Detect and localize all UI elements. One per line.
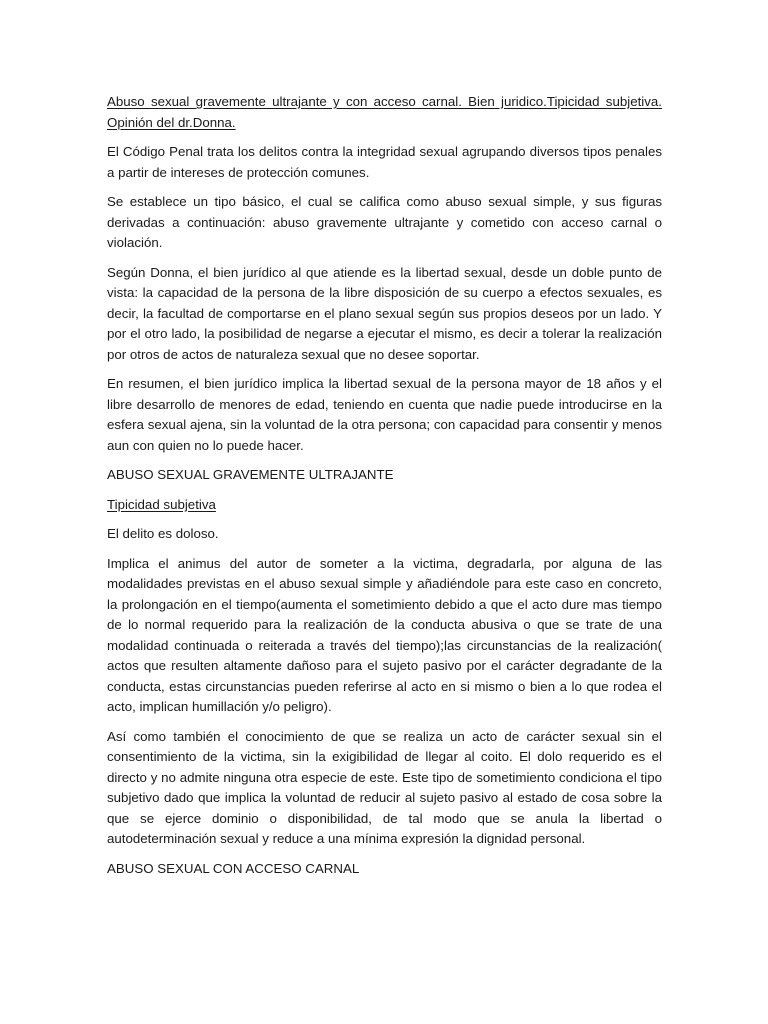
section-heading-acceso-carnal: ABUSO SEXUAL CON ACCESO CARNAL <box>107 860 360 876</box>
paragraph-en-resumen: En resumen, el bien jurídico implica la libertad sexual de la persona mayor de 18 años y el libre desarrollo de menores de edad, teniendo en cuenta que nadie puede introducirse en la esfera sexual ajena, sin la voluntad de la otra persona; con capacidad para consentir y menos aun con quien no lo puede hacer. <box>107 376 662 453</box>
document-title: Abuso sexual gravemente ultrajante y con acceso carnal. Bien juridico.Tipicidad subjetiva. Opinión del dr.Donna. <box>107 94 662 130</box>
paragraph-conocimiento: Así como también el conocimiento de que se realiza un acto de carácter sexual sin el consentimiento de la victima, sin la exigibilidad de llegar al coito. El dolo requerido es el directo y no admite ninguna otra especie de este. Este tipo de sometimiento condiciona el tipo subjetivo dado que implica la voluntad de reducir al sujeto pasivo al estado de cosa sobre la que se ejerce dominio o disponibilidad, de tal modo que se anula la libertad o autodeterminación sexual y reduce a una mínima expresión la dignidad personal. <box>107 728 662 846</box>
document-page <box>107 92 662 888</box>
paragraph-delito-doloso: El delito es doloso. <box>107 526 219 541</box>
paragraph-segun-donna: Según Donna, el bien jurídico al que atiende es la libertad sexual, desde un doble punto de vista: la capacidad de la persona de la libre disposición de su cuerpo a efectos sexuales, es decir, la facultad de comportarse en el plano sexual según sus propios deseos por un lado. Y por el otro lado, la posibilidad de negarse a ejecutar el mismo, es decir a tolerar la realización por otros de actos de naturaleza sexual que no desee soportar. <box>107 264 662 362</box>
paragraph-intro: El Código Penal trata los delitos contra la integridad sexual agrupando diversos tipos penales a partir de intereses de protección comunes. <box>107 144 662 180</box>
paragraph-tipo-basico: Se establece un tipo básico, el cual se califica como abuso sexual simple, y sus figuras derivadas a continuación: abuso gravemente ultrajante y cometido con acceso carnal o violación. <box>107 194 662 250</box>
subheading-tipicidad-subjetiva: Tipicidad subjetiva <box>107 496 216 512</box>
paragraph-animus: Implica el animus del autor de someter a la victima, degradarla, por alguna de las modalidades previstas en el abuso sexual simple y añadiéndole para este caso en concreto, la prolongación en el tiempo(aumenta el sometimiento debido a que el acto dure mas tiempo de lo normal requerido para la realización de la conducta abusiva o que se trate de una modalidad continuada o reiterada a través del tiempo);las circunstancias de la realización( actos que resulten altamente dañoso para el sujeto pasivo por el carácter degradante de la conducta, estas circunstancias pueden referirse al acto en si mismo o bien a lo que rodea el acto, implican humillación y/o peligro). <box>107 555 662 714</box>
section-heading-gravemente-ultrajante: ABUSO SEXUAL GRAVEMENTE ULTRAJANTE <box>107 467 394 482</box>
